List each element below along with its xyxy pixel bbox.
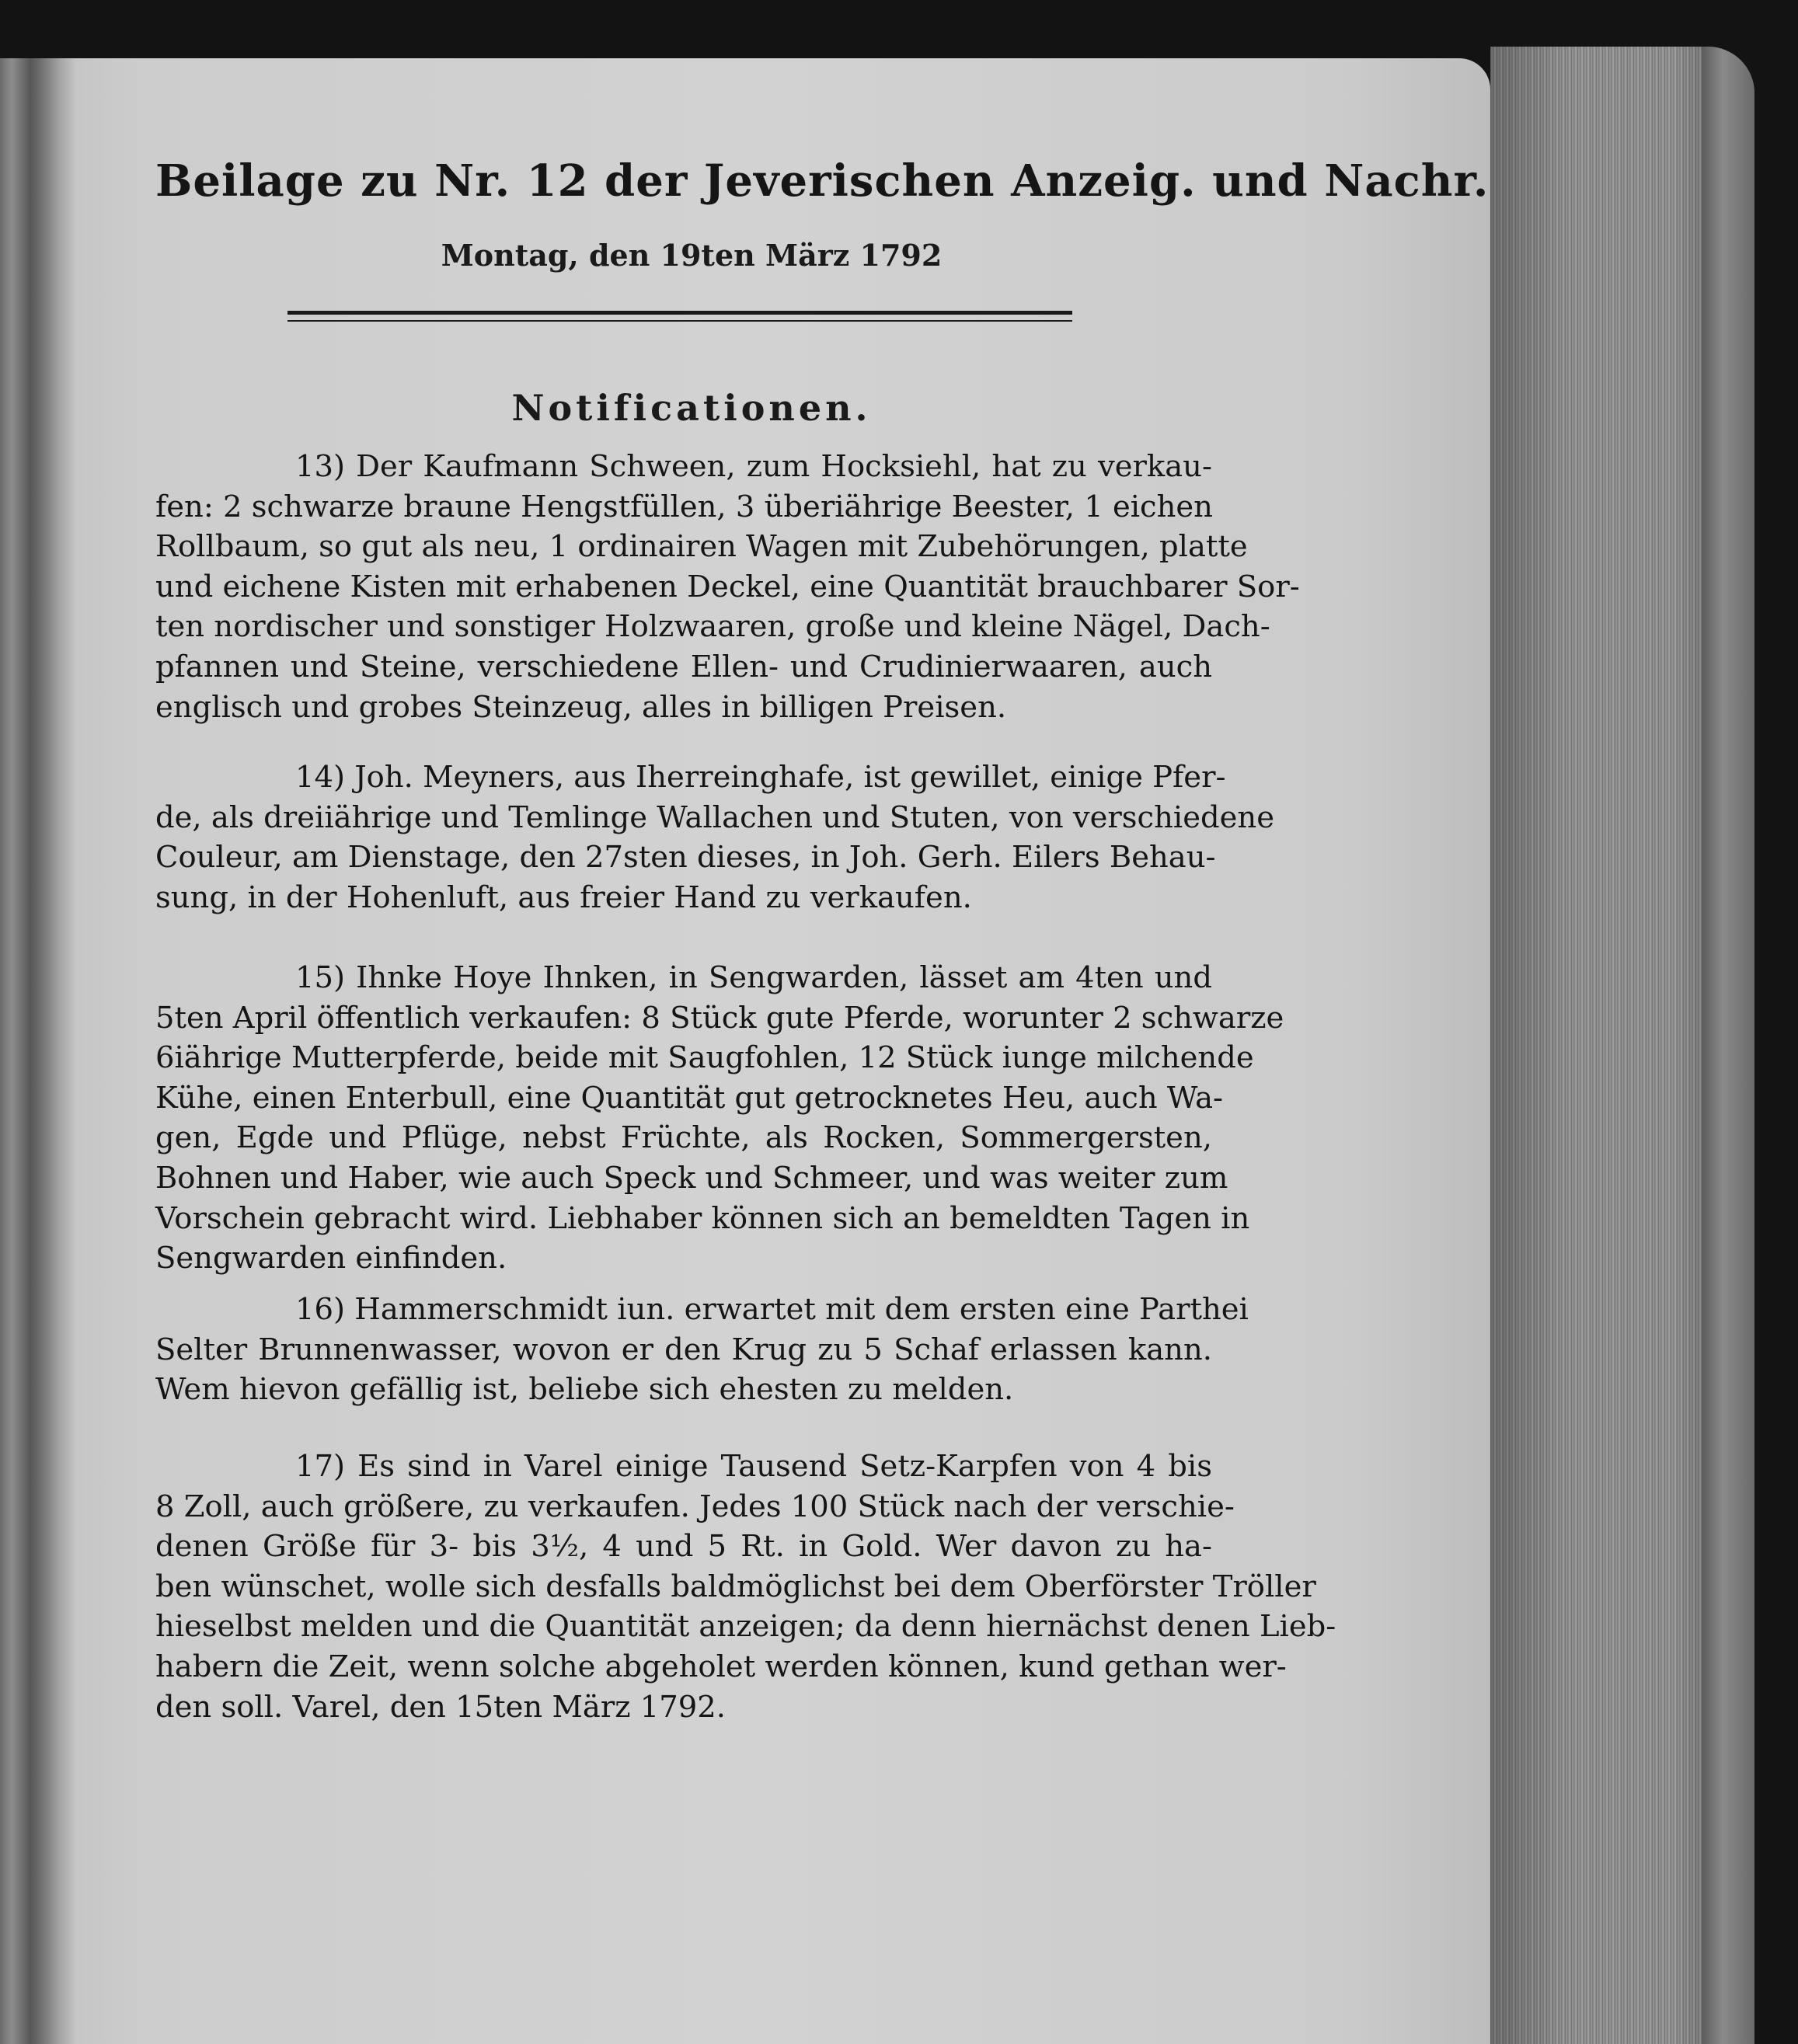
text-line: 14) Joh. Meyners, aus Iherreinghafe, ist gewillet, einige Pfer- (295, 760, 1226, 795)
text-line: 17) Es sind in Varel einige Tausend Setz-Karpfen von 4 bis (295, 1449, 1212, 1484)
text-line: 13) Der Kaufmann Schween, zum Hocksiehl, hat zu verkau- (295, 449, 1212, 484)
text-line: Couleur, am Dienstage, den 27sten dieses, in Joh. Gerh. Eilers Behau- (155, 840, 1216, 876)
text-line: Kühe, einen Enterbull, eine Quantität gut getrocknetes Heu, auch Wa- (155, 1080, 1224, 1116)
text-line: denen Größe für 3- bis 3½, 4 und 5 Rt. in Gold. Wer davon zu ha- (155, 1529, 1212, 1565)
text-line: pfannen und Steine, verschiedene Ellen- und Crudinierwaaren, auch (155, 649, 1212, 684)
facing-page-edge (0, 58, 30, 2044)
text-line: 15) Ihnke Hoye Ihnken, in Sengwarden, lässet am 4ten und (295, 960, 1212, 995)
text-line: und eichene Kisten mit erhabenen Deckel, eine Quantität brauchbarer Sor- (155, 569, 1300, 604)
header-rule-thick (287, 311, 1072, 315)
text-line: sung, in der Hohenluft, aus freier Hand zu verkaufen. (155, 879, 972, 915)
text-line: de, als dreiiährige und Temlinge Wallachen und Stuten, von verschiedene (155, 799, 1275, 835)
text-line: Wem hievon gefällig ist, beliebe sich ehesten zu melden. (155, 1372, 1014, 1408)
notice-16 (155, 1290, 1249, 1410)
text-line: Sengwarden einfinden. (155, 1241, 507, 1276)
text-line: habern die Zeit, wenn solche abgeholet werden können, kund gethan wer- (155, 1649, 1287, 1684)
text-line: fen: 2 schwarze braune Hengstfüllen, 3 überiährige Beester, 1 eichen (155, 489, 1213, 524)
text-line: Vorschein gebracht wird. Liebhaber können sich an bemeldten Tagen in (155, 1200, 1250, 1236)
book-spine (1702, 47, 1754, 2044)
notice-14 (155, 757, 1275, 918)
notice-17 (155, 1447, 1336, 1727)
text-line: Bohnen und Haber, wie auch Speck und Schmeer, und was weiter zum (155, 1160, 1228, 1196)
text-line: den soll. Varel, den 15ten März 1792. (155, 1689, 726, 1725)
text-line: englisch und grobes Steinzeug, alles in billigen Preisen. (155, 689, 1007, 725)
text-line: 8 Zoll, auch größere, zu verkaufen. Jedes 100 Stück nach der verschie- (155, 1489, 1235, 1524)
text-line: 6iährige Mutterpferde, beide mit Saugfohlen, 12 Stück iunge milchende (155, 1040, 1254, 1076)
text-line: ben wünschet, wolle sich desfalls baldmöglichst bei dem Oberförster Tröller (155, 1569, 1316, 1604)
issue-date: Montag, den 19ten März 1792 (441, 238, 943, 273)
text-line: 5ten April öffentlich verkaufen: 8 Stück gute Pferde, worunter 2 schwarze (155, 1000, 1284, 1036)
header-rule-thin (287, 320, 1072, 322)
notice-15 (155, 958, 1284, 1279)
supplement-title: Beilage zu Nr. 12 der Jeverischen Anzeig. und Nachr. (155, 155, 1490, 207)
text-line: Selter Brunnenwasser, wovon er den Krug zu 5 Schaf erlassen kann. (155, 1332, 1212, 1367)
section-heading: Notificationen. (511, 387, 872, 429)
notice-13 (155, 447, 1300, 727)
text-line: 16) Hammerschmidt iun. erwartet mit dem ersten eine Parthei (295, 1292, 1249, 1327)
text-line: Rollbaum, so gut als neu, 1 ordinairen Wagen mit Zubehörungen, platte (155, 529, 1248, 565)
text-line: gen, Egde und Pflüge, nebst Früchte, als Rocken, Sommergersten, (155, 1120, 1212, 1156)
gutter-shadow (30, 58, 76, 2044)
text-line: hieselbst melden und die Quantität anzeigen; da denn hiernächst denen Lieb- (155, 1609, 1336, 1645)
text-line: ten nordischer und sonstiger Holzwaaren, große und kleine Nägel, Dach- (155, 609, 1270, 645)
